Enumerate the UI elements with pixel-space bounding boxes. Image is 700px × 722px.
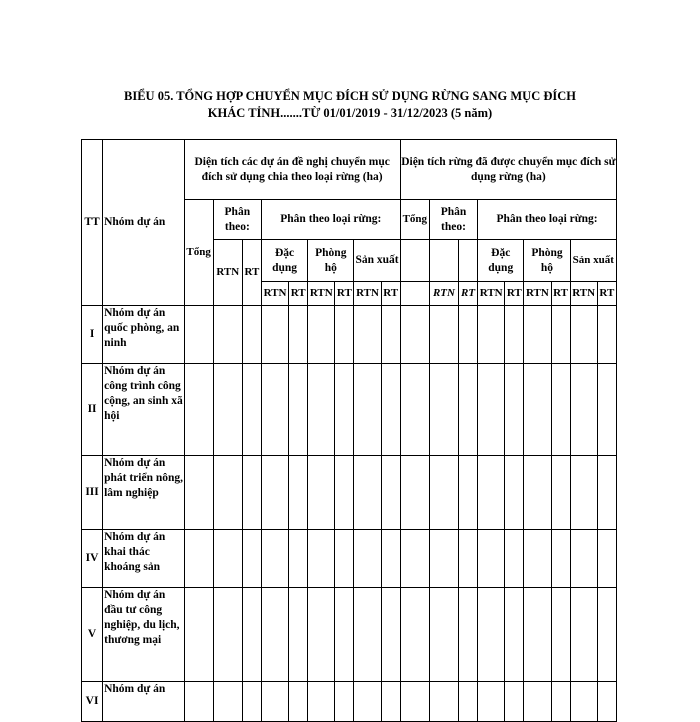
- value-cell: [551, 456, 570, 530]
- value-cell: [213, 456, 242, 530]
- header-proposed-by-type: Phân theo loại rừng:: [261, 200, 400, 240]
- value-cell: [354, 530, 381, 588]
- value-cell: [261, 682, 288, 722]
- value-cell: [459, 456, 478, 530]
- header-proposed-by-origin: Phân theo:: [213, 200, 261, 240]
- value-cell: [505, 456, 524, 530]
- value-cell: [381, 682, 400, 722]
- value-cell: [597, 456, 616, 530]
- value-cell: [570, 530, 597, 588]
- value-cell: [381, 530, 400, 588]
- value-cell: [335, 588, 354, 682]
- value-cell: [400, 682, 429, 722]
- header-converted-area: Diện tích rừng đã được chuyển mục đích sử dụng rừng (ha): [400, 140, 616, 200]
- value-cell: [381, 364, 400, 456]
- value-cell: [261, 456, 288, 530]
- value-cell: [184, 682, 213, 722]
- header-proposed-protection-rtn: RTN: [308, 282, 335, 306]
- header-converted-blank: [459, 240, 478, 282]
- value-cell: [354, 456, 381, 530]
- value-cell: [429, 530, 458, 588]
- header-converted-special-rt: RT: [505, 282, 524, 306]
- value-cell: [400, 530, 429, 588]
- value-cell: [478, 682, 505, 722]
- value-cell: [381, 456, 400, 530]
- row-tt: VI: [82, 682, 103, 722]
- value-cell: [505, 682, 524, 722]
- value-cell: [242, 682, 261, 722]
- value-cell: [459, 306, 478, 364]
- header-proposed-special-use: Đặc dụng: [261, 240, 307, 282]
- value-cell: [213, 530, 242, 588]
- value-cell: [335, 364, 354, 456]
- value-cell: [570, 364, 597, 456]
- value-cell: [551, 364, 570, 456]
- value-cell: [551, 588, 570, 682]
- value-cell: [261, 306, 288, 364]
- table-body: [82, 306, 617, 722]
- title-line-2: KHÁC TỈNH.......TỪ 01/01/2019 - 31/12/2023 (5 năm): [207, 106, 493, 120]
- table-row: [82, 588, 617, 682]
- value-cell: [184, 456, 213, 530]
- header-proposed-special-rtn: RTN: [261, 282, 288, 306]
- value-cell: [242, 456, 261, 530]
- header-converted-protection-rt: RT: [551, 282, 570, 306]
- value-cell: [308, 456, 335, 530]
- value-cell: [213, 364, 242, 456]
- header-converted-by-type: Phân theo loại rừng:: [478, 200, 617, 240]
- value-cell: [335, 456, 354, 530]
- header-converted-production-rt: RT: [597, 282, 616, 306]
- table-row: [82, 456, 617, 530]
- value-cell: [400, 364, 429, 456]
- value-cell: [213, 306, 242, 364]
- value-cell: [289, 530, 308, 588]
- header-converted-protection-rtn: RTN: [524, 282, 551, 306]
- header-converted-special-use: Đặc dụng: [478, 240, 524, 282]
- table-row: [82, 306, 617, 364]
- row-tt: III: [82, 456, 103, 530]
- value-cell: [570, 306, 597, 364]
- header-proposed-protection-rt: RT: [335, 282, 354, 306]
- value-cell: [184, 364, 213, 456]
- value-cell: [261, 530, 288, 588]
- row-group-name: Nhóm dự án đầu tư công nghiệp, du lịch, thương mại: [103, 588, 184, 682]
- value-cell: [597, 306, 616, 364]
- value-cell: [308, 306, 335, 364]
- value-cell: [551, 682, 570, 722]
- value-cell: [505, 530, 524, 588]
- header-proposed-protection: Phòng hộ: [308, 240, 354, 282]
- value-cell: [400, 456, 429, 530]
- header-converted-by-origin: Phân theo:: [429, 200, 477, 240]
- value-cell: [261, 588, 288, 682]
- table-row: [82, 364, 617, 456]
- value-cell: [459, 682, 478, 722]
- header-proposed-area: Diện tích các dự án đề nghị chuyển mục đích sử dụng chia theo loại rừng (ha): [184, 140, 400, 200]
- value-cell: [524, 530, 551, 588]
- value-cell: [597, 682, 616, 722]
- value-cell: [597, 530, 616, 588]
- value-cell: [524, 682, 551, 722]
- value-cell: [354, 682, 381, 722]
- value-cell: [429, 682, 458, 722]
- row-group-name: Nhóm dự án khai thác khoáng sản: [103, 530, 184, 588]
- header-converted-blank: [429, 240, 458, 282]
- value-cell: [478, 530, 505, 588]
- header-converted-special-rtn: RTN: [478, 282, 505, 306]
- value-cell: [381, 306, 400, 364]
- value-cell: [261, 364, 288, 456]
- value-cell: [570, 588, 597, 682]
- value-cell: [289, 364, 308, 456]
- value-cell: [597, 588, 616, 682]
- value-cell: [289, 682, 308, 722]
- header-proposed-rtn: RTN: [213, 240, 242, 306]
- value-cell: [570, 682, 597, 722]
- header-proposed-total: Tổng: [184, 200, 213, 306]
- value-cell: [478, 364, 505, 456]
- value-cell: [478, 306, 505, 364]
- header-proposed-production: Sản xuất: [354, 240, 400, 282]
- title-line-1: BIỂU 05. TỔNG HỢP CHUYỂN MỤC ĐÍCH SỬ DỤNG RỪNG SANG MỤC ĐÍCH: [124, 89, 576, 103]
- value-cell: [308, 588, 335, 682]
- row-tt: I: [82, 306, 103, 364]
- value-cell: [308, 364, 335, 456]
- header-converted-production: Sản xuất: [570, 240, 616, 282]
- value-cell: [289, 306, 308, 364]
- value-cell: [597, 364, 616, 456]
- value-cell: [335, 306, 354, 364]
- header-converted-blank: [400, 282, 429, 306]
- value-cell: [242, 588, 261, 682]
- row-tt: V: [82, 588, 103, 682]
- value-cell: [429, 456, 458, 530]
- value-cell: [354, 364, 381, 456]
- value-cell: [213, 588, 242, 682]
- row-group-name: Nhóm dự án phát triển nông, lâm nghiệp: [103, 456, 184, 530]
- header-converted-blank: [400, 240, 429, 282]
- header-converted-rtn: RTN: [429, 282, 458, 306]
- row-tt: II: [82, 364, 103, 456]
- row-group-name: Nhóm dự án quốc phòng, an ninh: [103, 306, 184, 364]
- value-cell: [524, 364, 551, 456]
- value-cell: [289, 588, 308, 682]
- table-row: [82, 530, 617, 588]
- value-cell: [524, 306, 551, 364]
- value-cell: [335, 682, 354, 722]
- row-group-name: Nhóm dự án công trình công cộng, an sinh xã hội: [103, 364, 184, 456]
- document-title: [0, 88, 700, 122]
- value-cell: [551, 530, 570, 588]
- value-cell: [381, 588, 400, 682]
- header-tt: TT: [82, 140, 103, 306]
- value-cell: [505, 588, 524, 682]
- value-cell: [524, 456, 551, 530]
- value-cell: [524, 588, 551, 682]
- header-group: Nhóm dự án: [103, 140, 184, 306]
- value-cell: [400, 588, 429, 682]
- value-cell: [551, 306, 570, 364]
- value-cell: [184, 588, 213, 682]
- value-cell: [242, 306, 261, 364]
- header-converted-rt: RT: [459, 282, 478, 306]
- value-cell: [213, 682, 242, 722]
- header-converted-protection: Phòng hộ: [524, 240, 570, 282]
- value-cell: [429, 306, 458, 364]
- value-cell: [354, 306, 381, 364]
- value-cell: [354, 588, 381, 682]
- value-cell: [429, 364, 458, 456]
- value-cell: [308, 682, 335, 722]
- value-cell: [308, 530, 335, 588]
- row-group-name: Nhóm dự án: [103, 682, 184, 722]
- header-proposed-special-rt: RT: [289, 282, 308, 306]
- conversion-table: [81, 139, 617, 722]
- value-cell: [289, 456, 308, 530]
- value-cell: [478, 588, 505, 682]
- value-cell: [570, 456, 597, 530]
- table-row: [82, 682, 617, 722]
- value-cell: [478, 456, 505, 530]
- value-cell: [459, 530, 478, 588]
- value-cell: [400, 306, 429, 364]
- header-proposed-rt: RT: [242, 240, 261, 306]
- value-cell: [459, 588, 478, 682]
- value-cell: [459, 364, 478, 456]
- value-cell: [429, 588, 458, 682]
- header-converted-production-rtn: RTN: [570, 282, 597, 306]
- value-cell: [335, 530, 354, 588]
- value-cell: [505, 306, 524, 364]
- value-cell: [242, 530, 261, 588]
- header-proposed-production-rt: RT: [381, 282, 400, 306]
- header-proposed-production-rtn: RTN: [354, 282, 381, 306]
- header-converted-total: Tổng: [400, 200, 429, 240]
- row-tt: IV: [82, 530, 103, 588]
- value-cell: [505, 364, 524, 456]
- value-cell: [184, 530, 213, 588]
- value-cell: [184, 306, 213, 364]
- value-cell: [242, 364, 261, 456]
